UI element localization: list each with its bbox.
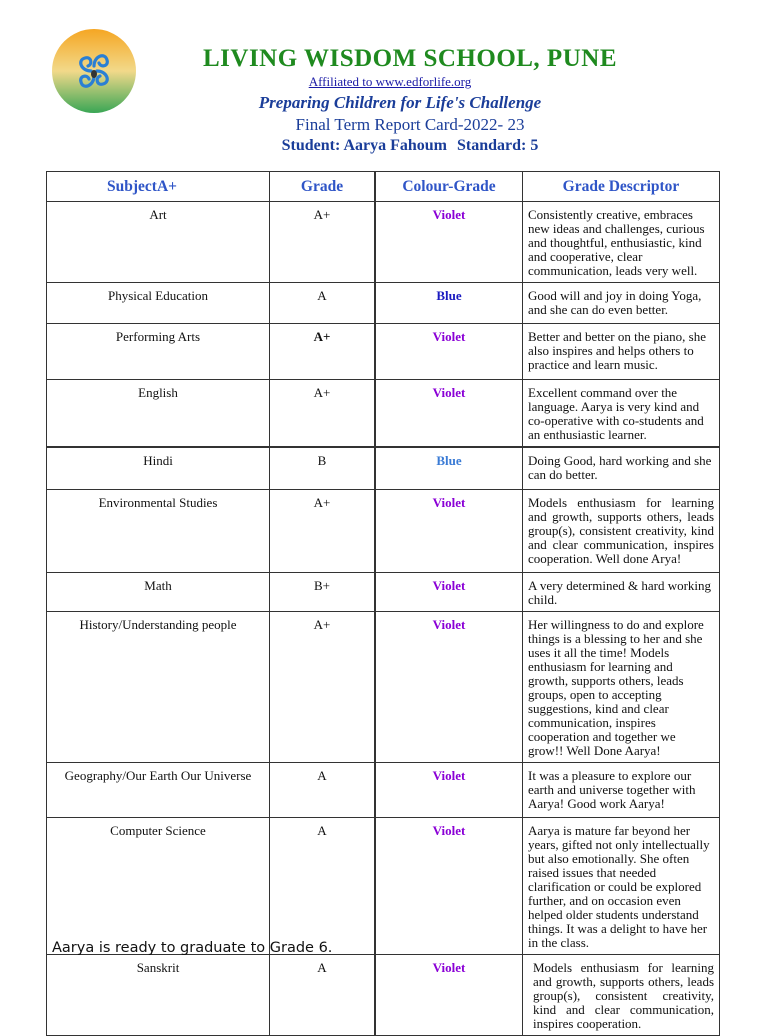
descriptor-cell: Consistently creative, embraces new ideas and challenges, curious and thoughtful, enthusiastic, kind and cooperative, clear communication, leads very well. xyxy=(523,202,720,283)
table-row xyxy=(47,380,720,448)
subject-cell: Performing Arts xyxy=(47,324,270,380)
grade-cell: A+ xyxy=(270,489,376,572)
colour-grade-cell: Violet xyxy=(375,611,523,762)
table-row xyxy=(47,324,720,380)
table-row xyxy=(47,611,720,762)
subject-cell: Sanskrit xyxy=(47,954,270,1035)
descriptor-cell: A very determined & hard working child. xyxy=(523,572,720,611)
table-row xyxy=(47,489,720,572)
colour-grade-cell: Violet xyxy=(375,572,523,611)
column-header-descriptor: Grade Descriptor xyxy=(523,172,720,202)
grade-cell: A xyxy=(270,954,376,1035)
descriptor-cell: Doing Good, hard working and she can do better. xyxy=(523,447,720,489)
subject-cell: Environmental Studies xyxy=(47,489,270,572)
descriptor-cell: Models enthusiasm for learning and growth, supports others, leads group(s), consistent creativity, kind and clear communication, inspires cooperation. xyxy=(523,954,720,1035)
grade-cell: A xyxy=(270,762,376,817)
colour-grade-cell: Violet xyxy=(375,817,523,954)
school-name: LIVING WISDOM SCHOOL, PUNE xyxy=(203,45,617,72)
descriptor-cell: Better and better on the piano, she also inspires and helps others to practice and learn music. xyxy=(523,324,720,380)
grade-cell: A+ xyxy=(270,324,376,380)
grade-cell: A xyxy=(270,817,376,954)
student-info xyxy=(150,136,670,156)
colour-grade-cell: Violet xyxy=(375,324,523,380)
column-header-colour-grade: Colour-Grade xyxy=(375,172,523,202)
table-header-row xyxy=(47,172,720,202)
grades-table xyxy=(46,171,720,1036)
descriptor-cell: Her willingness to do and explore things is a blessing to her and she uses it all the time! Models enthusiasm for learning and growth, supports others, leads groups, open to accepting suggestions, kind and clear communication, inspires cooperation and together we grow!! Well Done Aarya! xyxy=(523,611,720,762)
graduation-note: Aarya is ready to graduate to Grade 6. xyxy=(52,940,333,956)
subject-cell: History/Understanding people xyxy=(47,611,270,762)
column-header-grade: Grade xyxy=(270,172,376,202)
grade-cell: A xyxy=(270,283,376,324)
descriptor-cell: Aarya is mature far beyond her years, gifted not only intellectually but also emotionally. She often raised issues that needed clarification or could be explored further, and on occasion even helped older students understand things. It was a delight to have her in the class. xyxy=(523,817,720,954)
subject-cell: Math xyxy=(47,572,270,611)
table-row xyxy=(47,954,720,1035)
grade-cell: A+ xyxy=(270,202,376,283)
grade-cell: A+ xyxy=(270,380,376,448)
colour-grade-cell: Violet xyxy=(375,762,523,817)
subject-cell: Physical Education xyxy=(47,283,270,324)
colour-grade-cell: Violet xyxy=(375,954,523,1035)
table-row xyxy=(47,572,720,611)
school-tagline: Preparing Children for Life's Challenge xyxy=(258,93,542,112)
grade-cell: A+ xyxy=(270,611,376,762)
report-header xyxy=(150,44,670,156)
subject-cell: Computer Science xyxy=(47,817,270,954)
subject-cell: Geography/Our Earth Our Universe xyxy=(47,762,270,817)
student-name: Student: Aarya Fahoum xyxy=(281,137,447,154)
colour-grade-cell: Blue xyxy=(375,447,523,489)
table-row xyxy=(47,762,720,817)
grade-cell: B+ xyxy=(270,572,376,611)
subject-cell: English xyxy=(47,380,270,448)
table-row xyxy=(47,283,720,324)
school-logo xyxy=(51,28,137,114)
descriptor-cell: Models enthusiasm for learning and growth, supports others, leads group(s), consistent creativity, kind and clear communication, inspires cooperation. Well done Arya! xyxy=(523,489,720,572)
colour-grade-cell: Violet xyxy=(375,489,523,572)
student-standard: Standard: 5 xyxy=(457,137,539,154)
subject-cell: Hindi xyxy=(47,447,270,489)
report-term: Final Term Report Card-2022- 23 xyxy=(295,115,525,134)
colour-grade-cell: Violet xyxy=(375,380,523,448)
affiliation-link[interactable]: Affiliated to www.edforlife.org xyxy=(308,74,472,89)
table-row xyxy=(47,817,720,954)
descriptor-cell: Good will and joy in doing Yoga, and she can do even better. xyxy=(523,283,720,324)
descriptor-cell: Excellent command over the language. Aarya is very kind and co-operative with co-students and an enthusiastic learner. xyxy=(523,380,720,448)
grade-cell: B xyxy=(270,447,376,489)
colour-grade-cell: Violet xyxy=(375,202,523,283)
table-row xyxy=(47,447,720,489)
descriptor-cell: It was a pleasure to explore our earth and universe together with Aarya! Good work Aarya! xyxy=(523,762,720,817)
colour-grade-cell: Blue xyxy=(375,283,523,324)
table-row xyxy=(47,202,720,283)
column-header-subject: SubjectA+ xyxy=(47,172,270,202)
subject-cell: Art xyxy=(47,202,270,283)
